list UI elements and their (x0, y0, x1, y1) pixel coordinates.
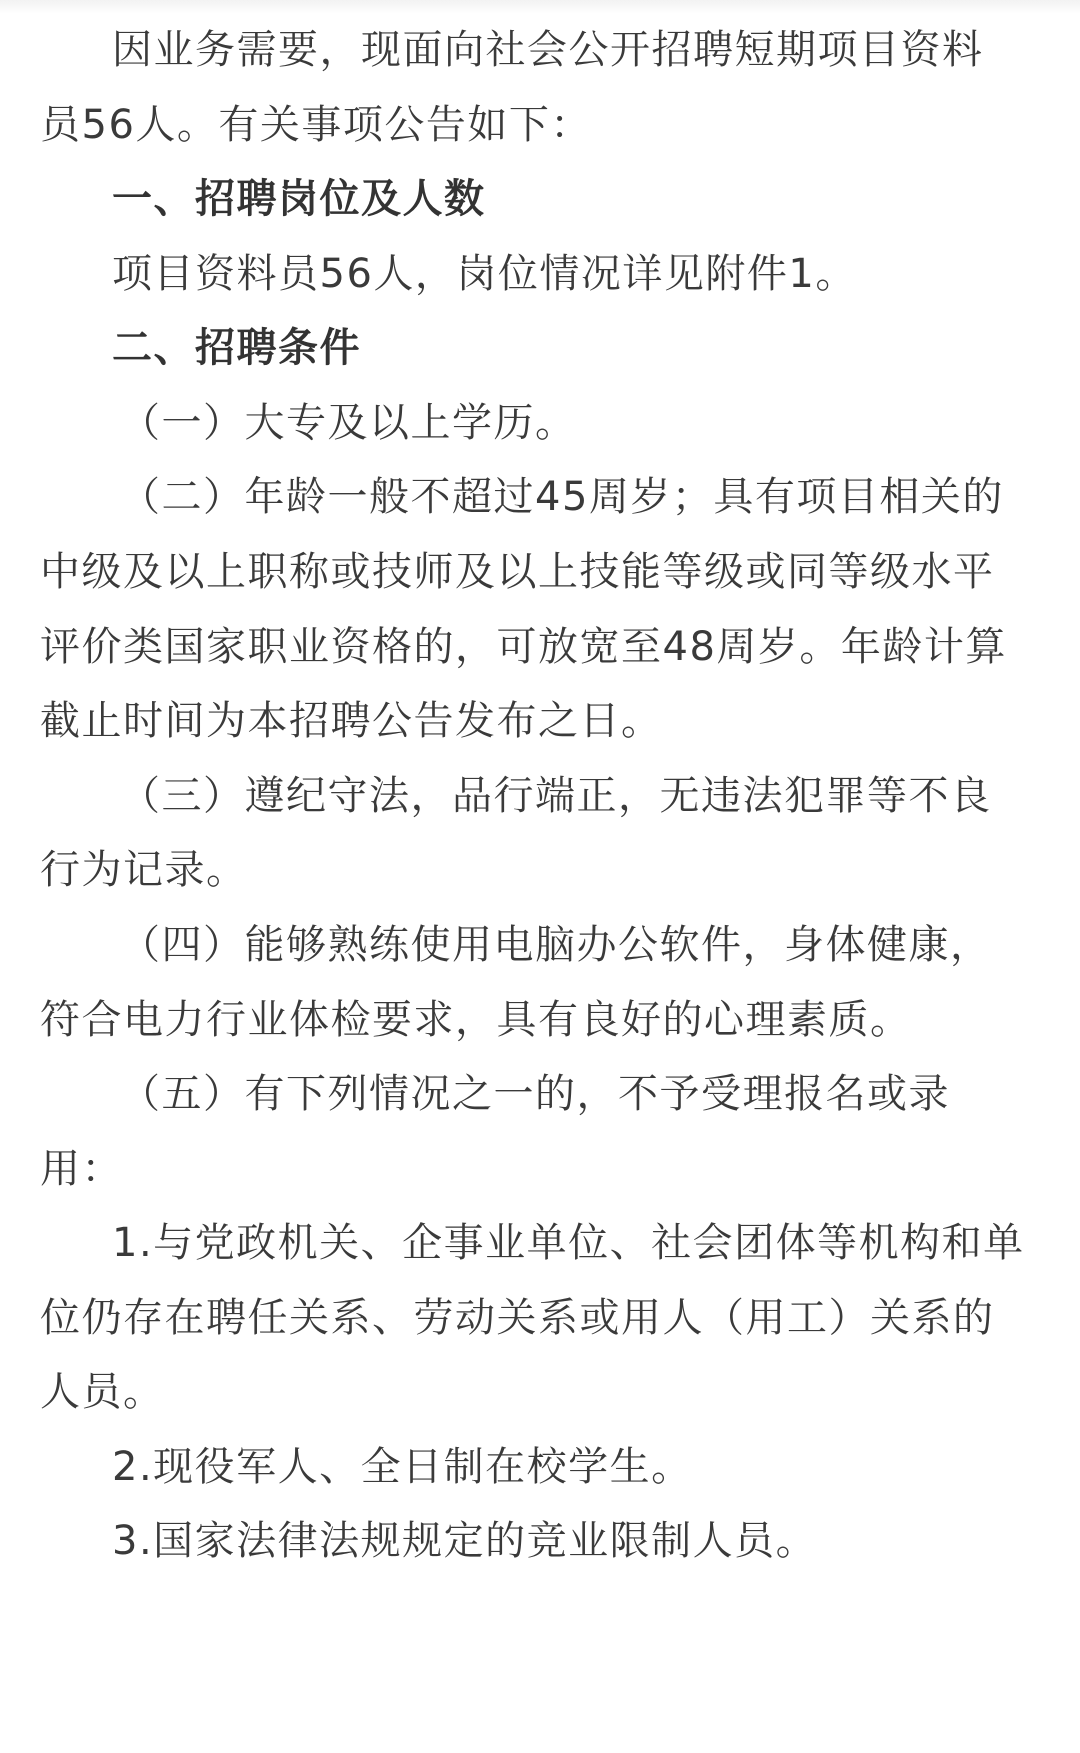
condition-5-line-1: （五）有下列情况之一的，不予受理报名或录 (120, 1071, 950, 1117)
condition-5-line-2: 用： (40, 1146, 123, 1192)
condition-4-line-2: 符合电力行业体检要求，具有良好的心理素质。 (40, 997, 912, 1043)
exclusion-3: 3.国家法律法规规定的竞业限制人员。 (112, 1518, 818, 1564)
exclusion-1-line-2: 位仍存在聘任关系、劳动关系或用人（用工）关系的 (40, 1295, 995, 1341)
condition-2-line-1: （二）年龄一般不超过45周岁；具有项目相关的 (120, 474, 1004, 520)
condition-3-line-1: （三）遵纪守法，品行端正，无违法犯罪等不良 (120, 773, 992, 819)
exclusion-1-line-3: 人员。 (40, 1369, 165, 1415)
condition-1: （一）大专及以上学历。 (120, 400, 577, 446)
paragraph-intro-line-1: 因业务需要，现面向社会公开招聘短期项目资料 (112, 27, 984, 73)
condition-2-line-2: 中级及以上职称或技师及以上技能等级或同等级水平 (40, 549, 995, 595)
paragraph-intro-line-2: 员56人。有关事项公告如下： (40, 102, 592, 148)
condition-3-line-2: 行为记录。 (40, 847, 248, 893)
positions-text: 项目资料员56人，岗位情况详见附件1。 (112, 251, 857, 297)
top-fade (0, 0, 1080, 14)
condition-2-line-4: 截止时间为本招聘公告发布之日。 (40, 698, 663, 744)
exclusion-1-line-1: 1.与党政机关、企事业单位、社会团体等机构和单 (112, 1220, 1025, 1266)
condition-4-line-1: （四）能够熟练使用电脑办公软件，身体健康， (120, 922, 992, 968)
section-heading-conditions: 二、招聘条件 (112, 325, 361, 371)
section-heading-positions: 一、招聘岗位及人数 (112, 176, 486, 222)
exclusion-2: 2.现役军人、全日制在校学生。 (112, 1444, 693, 1490)
condition-2-line-3: 评价类国家职业资格的，可放宽至48周岁。年龄计算 (40, 624, 1007, 670)
